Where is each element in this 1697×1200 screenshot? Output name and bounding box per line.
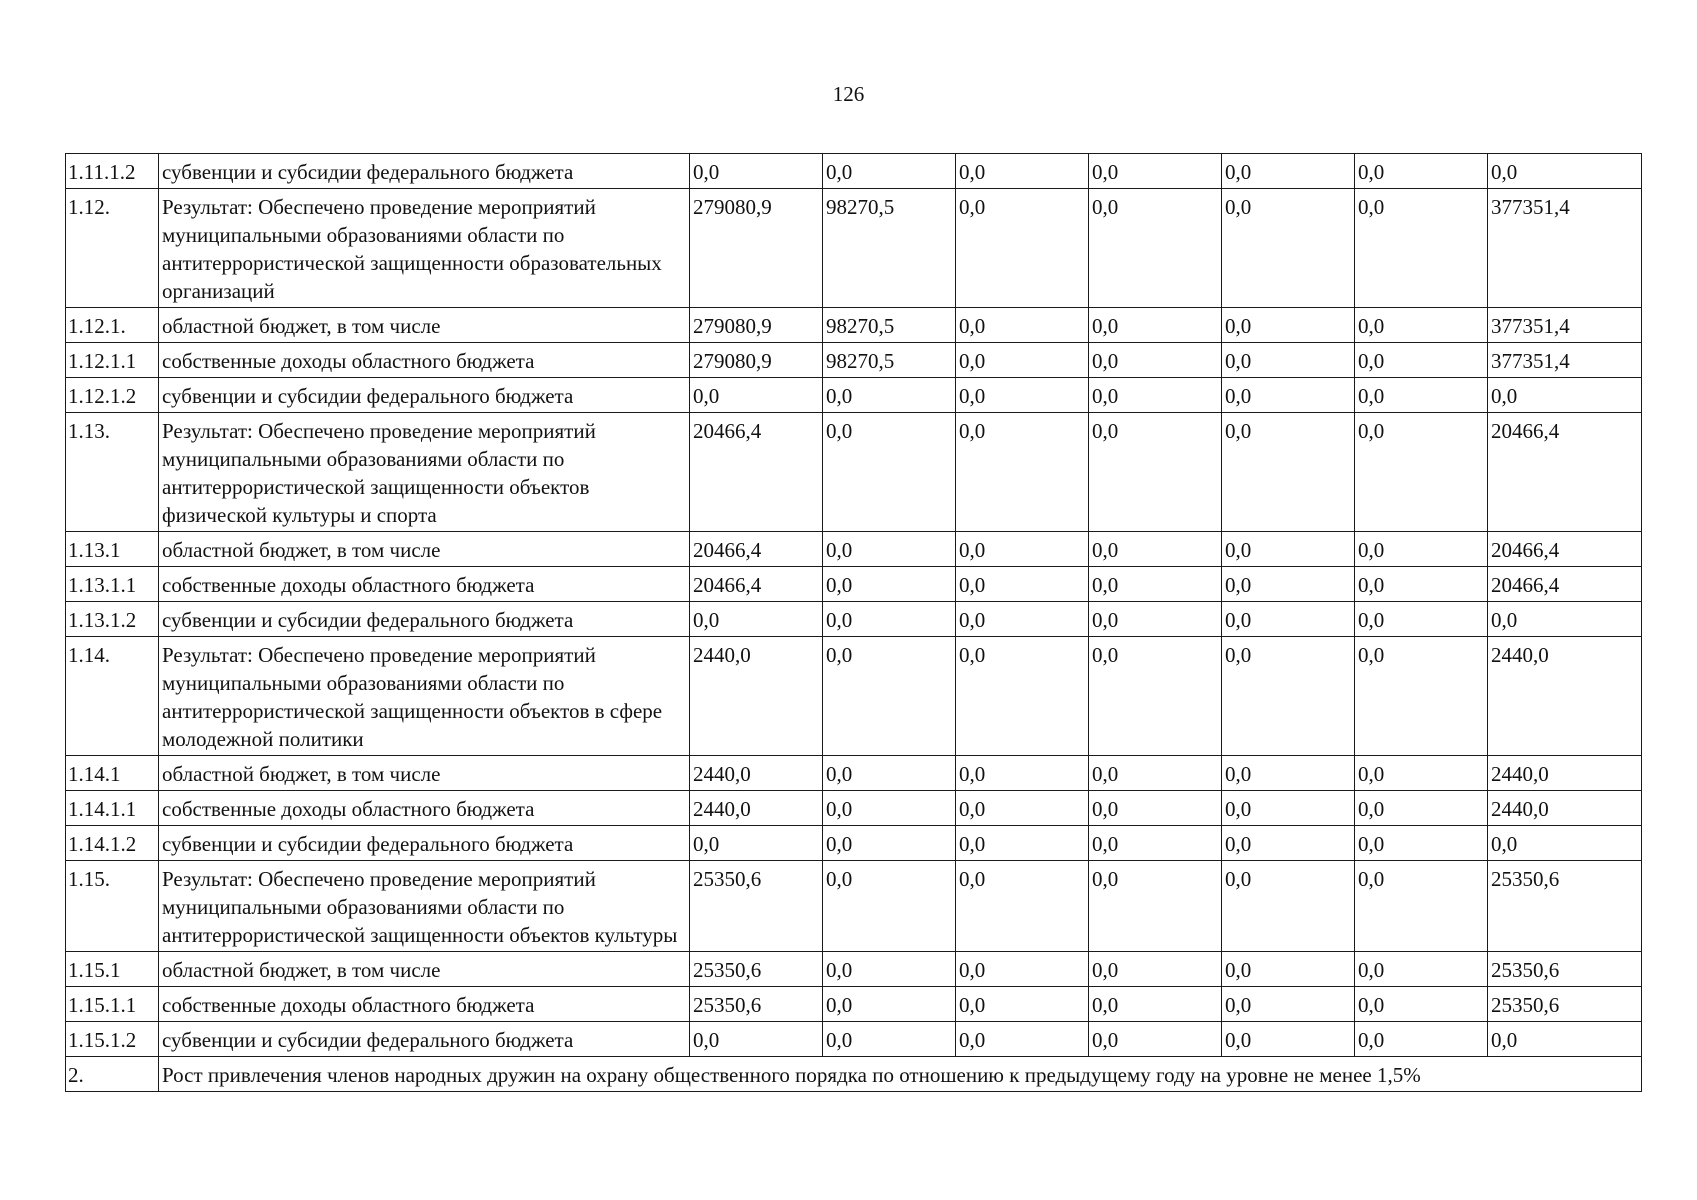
row-code: 1.14. bbox=[66, 637, 159, 756]
row-value: 279080,9 bbox=[690, 189, 823, 308]
row-value: 0,0 bbox=[956, 413, 1089, 532]
row-name: Результат: Обеспечено проведение мероприятий муниципальными образованиями области по антитеррористической защищенности объектов культуры bbox=[159, 861, 690, 952]
row-value: 0,0 bbox=[956, 154, 1089, 189]
row-value: 0,0 bbox=[1222, 1022, 1355, 1057]
row-value: 0,0 bbox=[823, 637, 956, 756]
table-row bbox=[66, 602, 1642, 637]
row-value: 2440,0 bbox=[690, 637, 823, 756]
row-value: 0,0 bbox=[1355, 637, 1488, 756]
row-value: 0,0 bbox=[1222, 308, 1355, 343]
row-value: 0,0 bbox=[956, 861, 1089, 952]
row-name: Результат: Обеспечено проведение мероприятий муниципальными образованиями области по антитеррористической защищенности объектов в сфере молодежной политики bbox=[159, 637, 690, 756]
row-value: 377351,4 bbox=[1488, 189, 1642, 308]
row-value: 0,0 bbox=[690, 154, 823, 189]
table-row bbox=[66, 861, 1642, 952]
row-value: 0,0 bbox=[1355, 602, 1488, 637]
row-value: 0,0 bbox=[1222, 413, 1355, 532]
row-value: 0,0 bbox=[823, 826, 956, 861]
row-value: 0,0 bbox=[1222, 756, 1355, 791]
row-code: 1.12.1.2 bbox=[66, 378, 159, 413]
row-value: 25350,6 bbox=[1488, 952, 1642, 987]
row-value: 0,0 bbox=[1488, 602, 1642, 637]
table-row bbox=[66, 308, 1642, 343]
row-value: 0,0 bbox=[1488, 826, 1642, 861]
row-value: 0,0 bbox=[956, 567, 1089, 602]
row-value: 0,0 bbox=[690, 602, 823, 637]
row-value: 0,0 bbox=[1355, 154, 1488, 189]
row-code: 1.12.1. bbox=[66, 308, 159, 343]
row-code: 1.12.1.1 bbox=[66, 343, 159, 378]
row-value: 0,0 bbox=[956, 826, 1089, 861]
row-name: собственные доходы областного бюджета bbox=[159, 343, 690, 378]
row-value: 2440,0 bbox=[690, 791, 823, 826]
row-value: 0,0 bbox=[1089, 791, 1222, 826]
row-value: 0,0 bbox=[956, 952, 1089, 987]
table-row bbox=[66, 154, 1642, 189]
row-value: 0,0 bbox=[1222, 791, 1355, 826]
row-name: субвенции и субсидии федерального бюджета bbox=[159, 1022, 690, 1057]
row-value: 20466,4 bbox=[690, 532, 823, 567]
row-value: 2440,0 bbox=[1488, 637, 1642, 756]
row-value: 0,0 bbox=[823, 756, 956, 791]
row-value: 0,0 bbox=[1355, 861, 1488, 952]
row-value: 0,0 bbox=[1222, 861, 1355, 952]
row-value: 0,0 bbox=[1488, 378, 1642, 413]
row-value: 0,0 bbox=[1089, 987, 1222, 1022]
row-value: 0,0 bbox=[1222, 987, 1355, 1022]
row-value: 0,0 bbox=[823, 413, 956, 532]
budget-table bbox=[65, 153, 1642, 1092]
row-value: 0,0 bbox=[1355, 532, 1488, 567]
row-value: 0,0 bbox=[1089, 378, 1222, 413]
row-value: 0,0 bbox=[1355, 189, 1488, 308]
table-row bbox=[66, 756, 1642, 791]
row-name: собственные доходы областного бюджета bbox=[159, 791, 690, 826]
row-name: собственные доходы областного бюджета bbox=[159, 567, 690, 602]
row-name: Результат: Обеспечено проведение мероприятий муниципальными образованиями области по антитеррористической защищенности образовательных организаций bbox=[159, 189, 690, 308]
row-value: 25350,6 bbox=[690, 952, 823, 987]
row-value: 0,0 bbox=[823, 987, 956, 1022]
row-code: 1.13.1 bbox=[66, 532, 159, 567]
row-value: 0,0 bbox=[1089, 826, 1222, 861]
row-value: 0,0 bbox=[1089, 532, 1222, 567]
row-value: 2440,0 bbox=[1488, 756, 1642, 791]
row-code: 1.13.1.1 bbox=[66, 567, 159, 602]
row-value: 0,0 bbox=[1488, 1022, 1642, 1057]
table-row bbox=[66, 1022, 1642, 1057]
table-row bbox=[66, 637, 1642, 756]
table-row bbox=[66, 791, 1642, 826]
row-value: 0,0 bbox=[1089, 756, 1222, 791]
row-value: 279080,9 bbox=[690, 308, 823, 343]
row-value: 0,0 bbox=[1222, 952, 1355, 987]
row-value: 0,0 bbox=[1355, 378, 1488, 413]
row-value: 0,0 bbox=[823, 1022, 956, 1057]
row-value: 0,0 bbox=[956, 343, 1089, 378]
row-code: 1.13. bbox=[66, 413, 159, 532]
row-value: 0,0 bbox=[1222, 602, 1355, 637]
row-value: 0,0 bbox=[956, 532, 1089, 567]
row-value: 0,0 bbox=[1355, 756, 1488, 791]
row-value: 0,0 bbox=[956, 637, 1089, 756]
row-value: 0,0 bbox=[1089, 154, 1222, 189]
row-value: 0,0 bbox=[823, 567, 956, 602]
row-value: 20466,4 bbox=[1488, 413, 1642, 532]
final-row-text: Рост привлечения членов народных дружин на охрану общественного порядка по отношению к предыдущему году на уровне не менее 1,5% bbox=[159, 1057, 1642, 1092]
row-value: 0,0 bbox=[1089, 1022, 1222, 1057]
row-value: 0,0 bbox=[823, 378, 956, 413]
row-code: 1.11.1.2 bbox=[66, 154, 159, 189]
row-value: 0,0 bbox=[956, 308, 1089, 343]
table-row-final bbox=[66, 1057, 1642, 1092]
row-value: 0,0 bbox=[823, 602, 956, 637]
row-code: 1.12. bbox=[66, 189, 159, 308]
row-value: 20466,4 bbox=[1488, 567, 1642, 602]
row-value: 0,0 bbox=[1355, 343, 1488, 378]
row-value: 279080,9 bbox=[690, 343, 823, 378]
row-value: 20466,4 bbox=[690, 567, 823, 602]
row-value: 0,0 bbox=[1089, 952, 1222, 987]
row-value: 0,0 bbox=[956, 602, 1089, 637]
row-value: 0,0 bbox=[823, 952, 956, 987]
row-value: 0,0 bbox=[1222, 567, 1355, 602]
table-row bbox=[66, 413, 1642, 532]
row-name: субвенции и субсидии федерального бюджета bbox=[159, 602, 690, 637]
row-code: 1.14.1.2 bbox=[66, 826, 159, 861]
row-value: 0,0 bbox=[690, 378, 823, 413]
row-value: 0,0 bbox=[956, 987, 1089, 1022]
row-name: областной бюджет, в том числе bbox=[159, 532, 690, 567]
row-value: 0,0 bbox=[956, 189, 1089, 308]
page-number: 126 bbox=[832, 82, 865, 106]
row-code: 1.15.1 bbox=[66, 952, 159, 987]
row-value: 0,0 bbox=[1222, 154, 1355, 189]
row-name: субвенции и субсидии федерального бюджета bbox=[159, 378, 690, 413]
table-row bbox=[66, 189, 1642, 308]
row-value: 25350,6 bbox=[1488, 861, 1642, 952]
row-value: 0,0 bbox=[956, 378, 1089, 413]
row-value: 0,0 bbox=[1355, 791, 1488, 826]
row-value: 0,0 bbox=[1355, 308, 1488, 343]
row-value: 25350,6 bbox=[1488, 987, 1642, 1022]
table-row bbox=[66, 378, 1642, 413]
row-code: 1.15.1.1 bbox=[66, 987, 159, 1022]
row-name: областной бюджет, в том числе bbox=[159, 952, 690, 987]
row-value: 0,0 bbox=[1089, 413, 1222, 532]
row-value: 0,0 bbox=[1222, 343, 1355, 378]
row-value: 20466,4 bbox=[1488, 532, 1642, 567]
row-value: 25350,6 bbox=[690, 861, 823, 952]
row-name: Результат: Обеспечено проведение мероприятий муниципальными образованиями области по антитеррористической защищенности объектов физической культуры и спорта bbox=[159, 413, 690, 532]
row-value: 0,0 bbox=[956, 756, 1089, 791]
row-value: 98270,5 bbox=[823, 343, 956, 378]
row-value: 0,0 bbox=[1089, 189, 1222, 308]
row-value: 20466,4 bbox=[690, 413, 823, 532]
table-row bbox=[66, 952, 1642, 987]
row-name: областной бюджет, в том числе bbox=[159, 756, 690, 791]
row-value: 0,0 bbox=[1355, 413, 1488, 532]
row-code: 1.14.1 bbox=[66, 756, 159, 791]
row-name: субвенции и субсидии федерального бюджета bbox=[159, 826, 690, 861]
row-value: 0,0 bbox=[1089, 308, 1222, 343]
row-value: 0,0 bbox=[690, 1022, 823, 1057]
row-value: 0,0 bbox=[1222, 532, 1355, 567]
row-value: 0,0 bbox=[1355, 987, 1488, 1022]
row-name: субвенции и субсидии федерального бюджета bbox=[159, 154, 690, 189]
row-value: 2440,0 bbox=[690, 756, 823, 791]
row-code: 1.13.1.2 bbox=[66, 602, 159, 637]
table-row bbox=[66, 532, 1642, 567]
row-value: 0,0 bbox=[1089, 861, 1222, 952]
row-value: 0,0 bbox=[823, 861, 956, 952]
row-value: 0,0 bbox=[1488, 154, 1642, 189]
row-value: 0,0 bbox=[690, 826, 823, 861]
row-value: 377351,4 bbox=[1488, 343, 1642, 378]
table-row bbox=[66, 987, 1642, 1022]
row-value: 0,0 bbox=[1089, 602, 1222, 637]
row-name: собственные доходы областного бюджета bbox=[159, 987, 690, 1022]
row-value: 98270,5 bbox=[823, 308, 956, 343]
row-value: 0,0 bbox=[1355, 567, 1488, 602]
row-value: 0,0 bbox=[1355, 952, 1488, 987]
row-value: 2440,0 bbox=[1488, 791, 1642, 826]
row-value: 0,0 bbox=[1355, 826, 1488, 861]
row-value: 0,0 bbox=[1355, 1022, 1488, 1057]
table-row bbox=[66, 826, 1642, 861]
row-value: 0,0 bbox=[823, 154, 956, 189]
row-value: 0,0 bbox=[823, 791, 956, 826]
table-body bbox=[66, 154, 1642, 1092]
row-value: 0,0 bbox=[1222, 189, 1355, 308]
row-name: областной бюджет, в том числе bbox=[159, 308, 690, 343]
row-value: 0,0 bbox=[956, 791, 1089, 826]
table-row bbox=[66, 567, 1642, 602]
row-value: 0,0 bbox=[823, 532, 956, 567]
row-value: 377351,4 bbox=[1488, 308, 1642, 343]
row-value: 98270,5 bbox=[823, 189, 956, 308]
row-value: 0,0 bbox=[1089, 567, 1222, 602]
row-value: 0,0 bbox=[1222, 378, 1355, 413]
row-value: 25350,6 bbox=[690, 987, 823, 1022]
row-code: 1.15.1.2 bbox=[66, 1022, 159, 1057]
row-value: 0,0 bbox=[1089, 637, 1222, 756]
row-code: 2. bbox=[66, 1057, 159, 1092]
row-value: 0,0 bbox=[956, 1022, 1089, 1057]
row-value: 0,0 bbox=[1089, 343, 1222, 378]
row-code: 1.14.1.1 bbox=[66, 791, 159, 826]
row-value: 0,0 bbox=[1222, 637, 1355, 756]
row-value: 0,0 bbox=[1222, 826, 1355, 861]
table-row bbox=[66, 343, 1642, 378]
row-code: 1.15. bbox=[66, 861, 159, 952]
